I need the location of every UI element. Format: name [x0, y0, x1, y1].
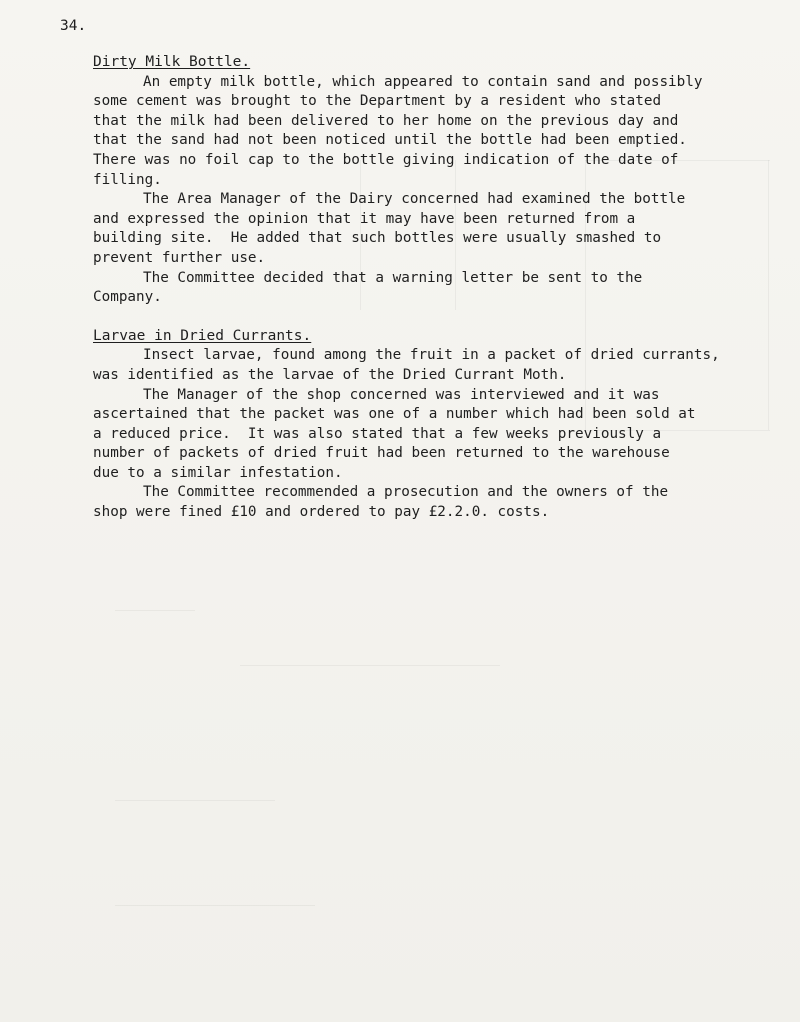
paragraph [93, 190, 783, 268]
text-line: prevent further use. [93, 249, 266, 266]
document-body [93, 53, 783, 523]
text-line: There was no foil cap to the bottle giving indication of the date of [93, 151, 679, 168]
text-line: was identified as the larvae of the Dried Currant Moth. [93, 366, 567, 383]
paragraph [93, 73, 783, 191]
text-line: due to a similar infestation. [93, 464, 343, 481]
text-line: some cement was brought to the Department by a resident who stated [93, 93, 662, 110]
text-line: The Manager of the shop concerned was interviewed and it was [143, 386, 660, 403]
section-dirty-milk-bottle [93, 53, 783, 308]
text-line: a reduced price. It was also stated that a few weeks previously a [93, 425, 662, 442]
text-line: that the milk had been delivered to her home on the previous day and [93, 112, 679, 129]
text-line: The Committee recommended a prosecution and the owners of the [143, 484, 669, 501]
text-line: building site. He added that such bottles were usually smashed to [93, 230, 662, 247]
text-line: filling. [93, 171, 162, 188]
text-line: shop were fined £10 and ordered to pay £2.2.0. costs. [93, 504, 550, 521]
section-larvae-in-dried-currants [93, 327, 783, 523]
page-number: 34. [60, 18, 87, 34]
paragraph [93, 483, 783, 522]
paragraph [93, 386, 783, 484]
text-line: Company. [93, 289, 162, 306]
text-line: Insect larvae, found among the fruit in a packet of dried currants, [143, 347, 720, 364]
paragraph [93, 269, 783, 308]
text-line: The Committee decided that a warning letter be sent to the [143, 269, 643, 286]
text-line: An empty milk bottle, which appeared to contain sand and possibly [143, 73, 703, 90]
section-heading: Dirty Milk Bottle. [93, 54, 251, 70]
section-heading: Larvae in Dried Currants. [93, 327, 312, 344]
text-line: that the sand had not been noticed until the bottle had been emptied. [93, 132, 687, 149]
text-line: and expressed the opinion that it may have been returned from a [93, 210, 636, 227]
text-line: ascertained that the packet was one of a number which had been sold at [93, 406, 696, 423]
text-line: The Area Manager of the Dairy concerned had examined the bottle [143, 191, 686, 208]
text-line: number of packets of dried fruit had been returned to the warehouse [93, 445, 670, 462]
paragraph [93, 346, 783, 385]
